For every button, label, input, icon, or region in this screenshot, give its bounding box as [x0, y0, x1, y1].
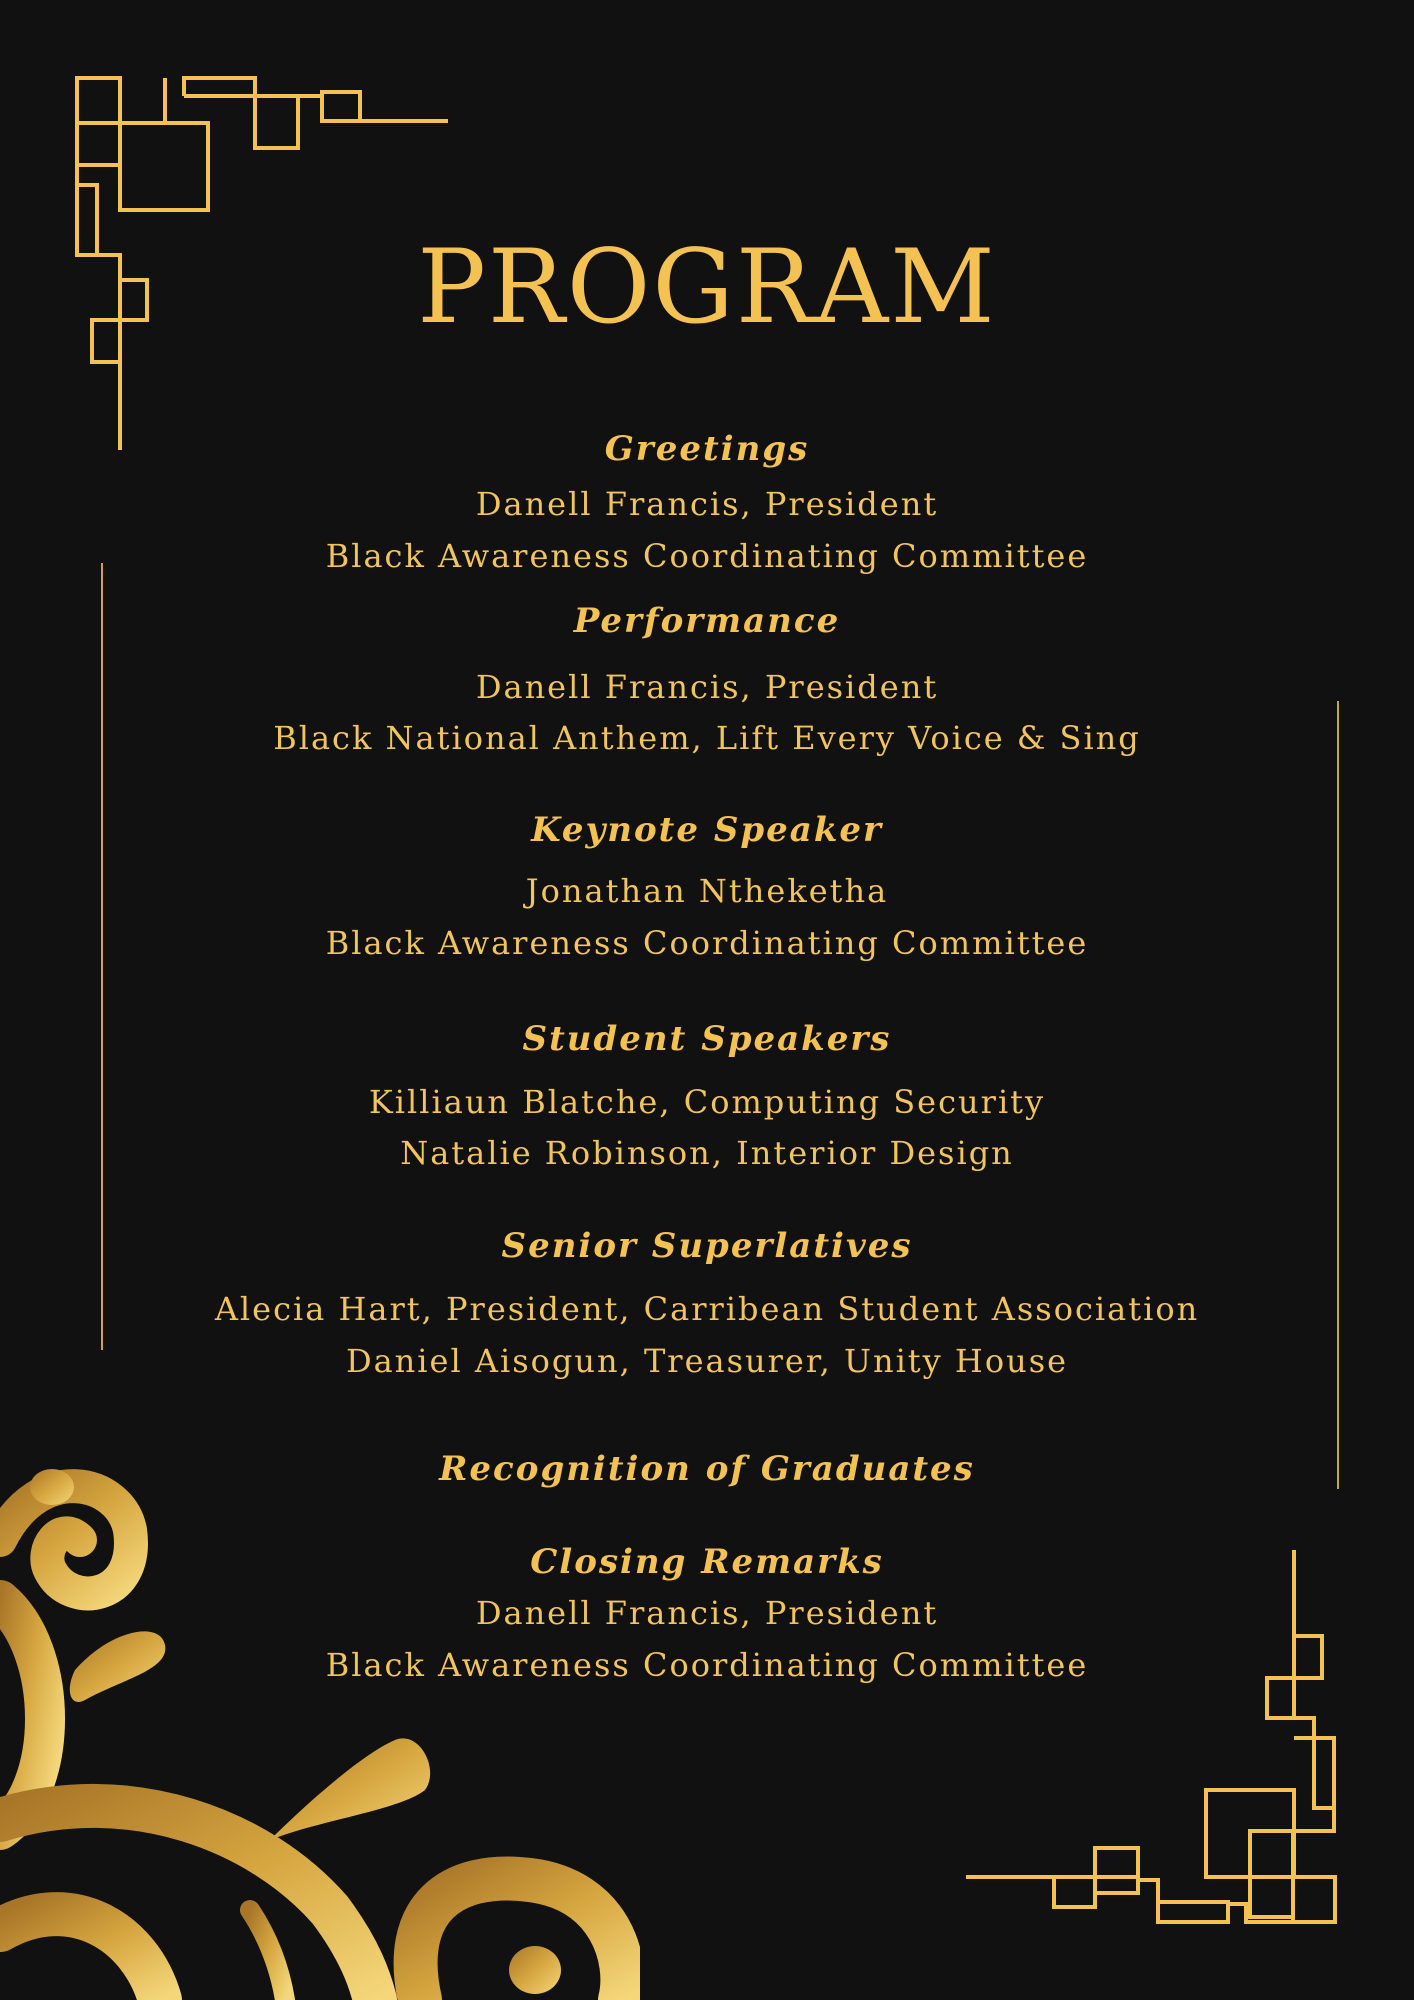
section-line: Alecia Hart, President, Carribean Student Association — [214, 1290, 1200, 1328]
section-line: Natalie Robinson, Interior Design — [400, 1134, 1014, 1172]
section-heading-senior-superlatives: Senior Superlatives — [501, 1226, 913, 1266]
section-line: Black National Anthem, Lift Every Voice & Sing — [273, 719, 1141, 757]
section-line: Black Awareness Coordinating Committee — [325, 537, 1089, 575]
section-line: Danell Francis, President — [475, 485, 939, 523]
section-line: Daniel Aisogun, Treasurer, Unity House — [345, 1342, 1069, 1380]
section-line: Jonathan Ntheketha — [525, 872, 889, 910]
section-heading-recognition-of-graduates: Recognition of Graduates — [439, 1449, 975, 1489]
section-line: Black Awareness Coordinating Committee — [325, 924, 1089, 962]
section-heading-performance: Performance — [573, 601, 841, 641]
section-heading-keynote-speaker: Keynote Speaker — [531, 810, 883, 850]
section-line: Danell Francis, President — [475, 668, 939, 706]
section-line: Killiaun Blatche, Computing Security — [368, 1083, 1046, 1121]
page-title: PROGRAM — [417, 228, 997, 347]
section-heading-greetings: Greetings — [604, 429, 810, 469]
section-line: Black Awareness Coordinating Committee — [325, 1646, 1089, 1684]
section-heading-closing-remarks: Closing Remarks — [530, 1542, 884, 1582]
section-heading-student-speakers: Student Speakers — [522, 1019, 892, 1059]
section-line: Danell Francis, President — [475, 1594, 939, 1632]
